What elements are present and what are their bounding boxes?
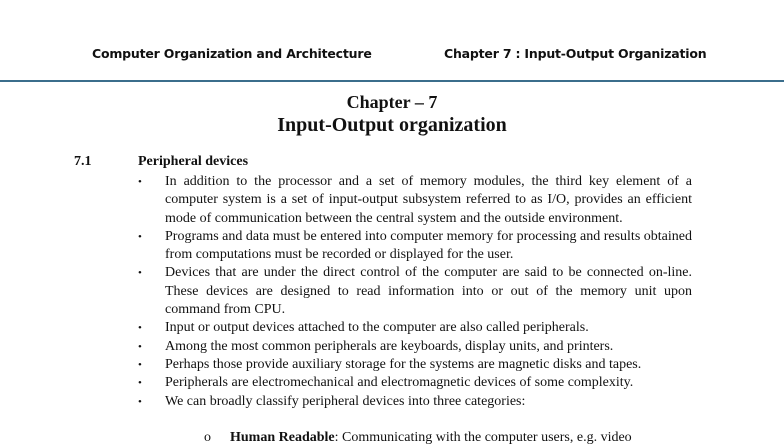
bullet-icon: • <box>138 377 142 390</box>
bullet-icon: • <box>138 322 142 335</box>
bullet-icon: • <box>138 267 142 280</box>
bullet-icon: • <box>138 395 142 408</box>
bullet-icon: • <box>138 230 142 243</box>
list-item-text: Perhaps those provide auxiliary storage for the systems are magnetic disks and tapes. <box>165 356 642 372</box>
list-item-text: Input or output devices attached to the computer are also called peripherals. <box>165 320 589 336</box>
bullet-icon: • <box>138 340 142 353</box>
list-item <box>138 319 692 337</box>
sub-item-text: : Communicating with the computer users, e.g. video <box>334 430 632 445</box>
list-item <box>138 338 692 356</box>
sub-item-term: Human Readable <box>230 430 335 445</box>
page-header <box>0 0 784 82</box>
header-chapter-title: Chapter 7 : Input-Output Organization <box>444 46 707 61</box>
header-divider <box>0 80 784 82</box>
list-item <box>138 393 692 411</box>
chapter-number: Chapter – 7 <box>346 92 438 112</box>
list-item <box>138 356 692 374</box>
list-item-text: In addition to the processor and a set of memory modules, the third key element of a computer system is a set of input-output subsystem referred to as I/O, provides an efficient mode of communication between the central system and the outside environment. <box>165 174 692 226</box>
chapter-title: Input-Output organization <box>277 114 507 136</box>
list-item-text: Programs and data must be entered into computer memory for processing and results obtained from computations must be recorded or displayed for the user. <box>165 228 692 263</box>
list-item-text: Among the most common peripherals are keyboards, display units, and printers. <box>165 338 614 354</box>
circle-bullet-icon: o <box>204 430 211 445</box>
list-item-text: We can broadly classify peripheral devices into three categories: <box>165 393 526 409</box>
list-item <box>138 374 692 392</box>
bullet-icon: • <box>138 176 142 188</box>
header-course-title: Computer Organization and Architecture <box>92 46 372 61</box>
list-item <box>138 264 692 319</box>
sub-list-item <box>204 429 704 447</box>
bullet-icon: • <box>138 358 142 371</box>
list-item <box>138 228 692 265</box>
section-title: Peripheral devices <box>138 154 249 169</box>
list-item <box>138 173 692 228</box>
section-number: 7.1 <box>74 154 92 169</box>
bullet-list <box>138 173 692 411</box>
list-item-text: Peripherals are electromechanical and electromagnetic devices of some complexity. <box>165 375 634 391</box>
list-item-text: Devices that are under the direct control of the computer are said to be connected on-line. These devices are designed to read information into or out of the memory unit upon command from CPU. <box>165 265 692 318</box>
